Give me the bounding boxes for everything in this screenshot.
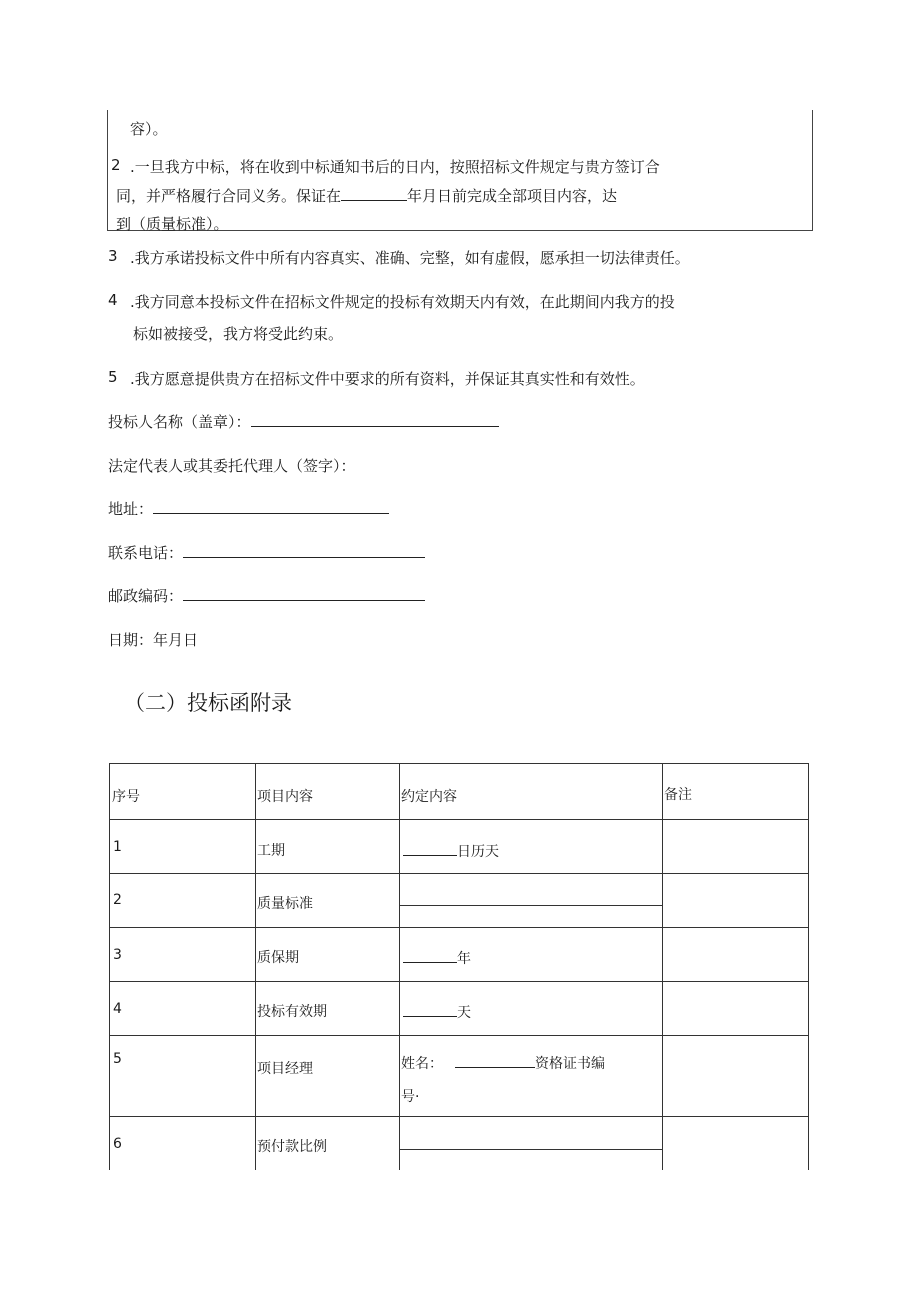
- table-row: [110, 820, 809, 874]
- box-left-border: [107, 110, 108, 231]
- appendix-title: （二）投标函附录: [124, 691, 292, 715]
- item4-line2: 标如被接受，我方将受此约束。: [133, 325, 344, 343]
- row-number: 3: [113, 947, 122, 963]
- row-item: 项目经理: [257, 1061, 313, 1077]
- bidder-name-blank: [251, 411, 499, 427]
- box-right-border: [812, 110, 813, 231]
- row-item: 质保期: [257, 950, 299, 966]
- row-number: 4: [113, 1001, 122, 1017]
- item2-number: 2: [111, 156, 121, 174]
- row-content: 日历天: [403, 840, 499, 861]
- row-number: 2: [113, 892, 122, 908]
- validity-blank: [403, 1001, 457, 1017]
- item1-continuation: 容）。: [130, 120, 168, 138]
- pm-name-blank: [455, 1052, 535, 1068]
- item2-line2: [116, 185, 617, 206]
- item4-line1: .我方同意本投标文件在招标文件规定的投标有效期天内有效，在此期间内我方的投: [130, 293, 675, 311]
- row-content: 姓名： 资格证书编: [401, 1052, 605, 1073]
- address-blank: [153, 498, 389, 514]
- cert-label-cont: 号·: [401, 1089, 420, 1105]
- header-cell: 项目内容: [256, 764, 400, 820]
- address-field: [108, 498, 389, 519]
- row-item: 预付款比例: [257, 1139, 327, 1155]
- quality-sub-divider: [400, 905, 662, 906]
- item5-number: 5: [108, 368, 118, 386]
- row-number: 5: [113, 1051, 122, 1067]
- table-row: [110, 1117, 809, 1170]
- row-item: 质量标准: [257, 896, 313, 912]
- row-item: 投标有效期: [257, 1004, 327, 1020]
- header-cell: 序号: [110, 764, 256, 820]
- item2-line3: 到（质量标准）。: [116, 215, 229, 233]
- table-row: [110, 982, 809, 1036]
- advance-sub-divider: [400, 1149, 662, 1150]
- postcode-blank: [183, 585, 425, 601]
- table-row: [110, 1036, 809, 1117]
- phone-field: [108, 542, 425, 563]
- warranty-blank: [403, 947, 457, 963]
- header-cell: 约定内容: [400, 764, 663, 820]
- legal-rep-label: 法定代表人或其委托代理人（签字）：: [108, 457, 356, 475]
- postcode-field: [108, 585, 425, 606]
- phone-label: 联系电话：: [108, 544, 184, 562]
- item5-text: .我方愿意提供贵方在招标文件中要求的所有资料，并保证其真实性和有效性。: [130, 370, 645, 388]
- table-row: [110, 874, 809, 928]
- duration-blank: [403, 840, 457, 856]
- bidder-name-label: 投标人名称（盖章）：: [108, 413, 251, 431]
- row-number: 6: [113, 1136, 122, 1152]
- item2-line2b: 年月日前完成全部项目内容，达: [407, 187, 618, 205]
- header-cell: 备注: [663, 764, 809, 820]
- item2-line1: .一旦我方中标，将在收到中标通知书后的日内，按照招标文件规定与贵方签订合: [130, 158, 660, 176]
- date-label: 日期：年月日: [108, 631, 199, 649]
- row-content: 天: [403, 1001, 471, 1022]
- phone-blank: [183, 542, 425, 558]
- row-item: 工期: [257, 843, 285, 859]
- appendix-table: [109, 763, 809, 1170]
- row-number: 1: [113, 839, 122, 855]
- address-label: 地址：: [108, 500, 154, 518]
- bidder-name-field: [108, 411, 499, 432]
- postcode-label: 邮政编码：: [108, 587, 184, 605]
- table-row: [110, 928, 809, 982]
- item3-number: 3: [108, 247, 118, 265]
- item4-number: 4: [108, 291, 118, 309]
- item3-text: .我方承诺投标文件中所有内容真实、准确、完整，如有虚假，愿承担一切法律责任。: [130, 249, 690, 267]
- row-content: 年: [403, 947, 471, 968]
- date-blank: [341, 185, 407, 201]
- table-header-row: [110, 764, 809, 820]
- item2-line2a: 同，并严格履行合同义务。保证在: [116, 187, 342, 205]
